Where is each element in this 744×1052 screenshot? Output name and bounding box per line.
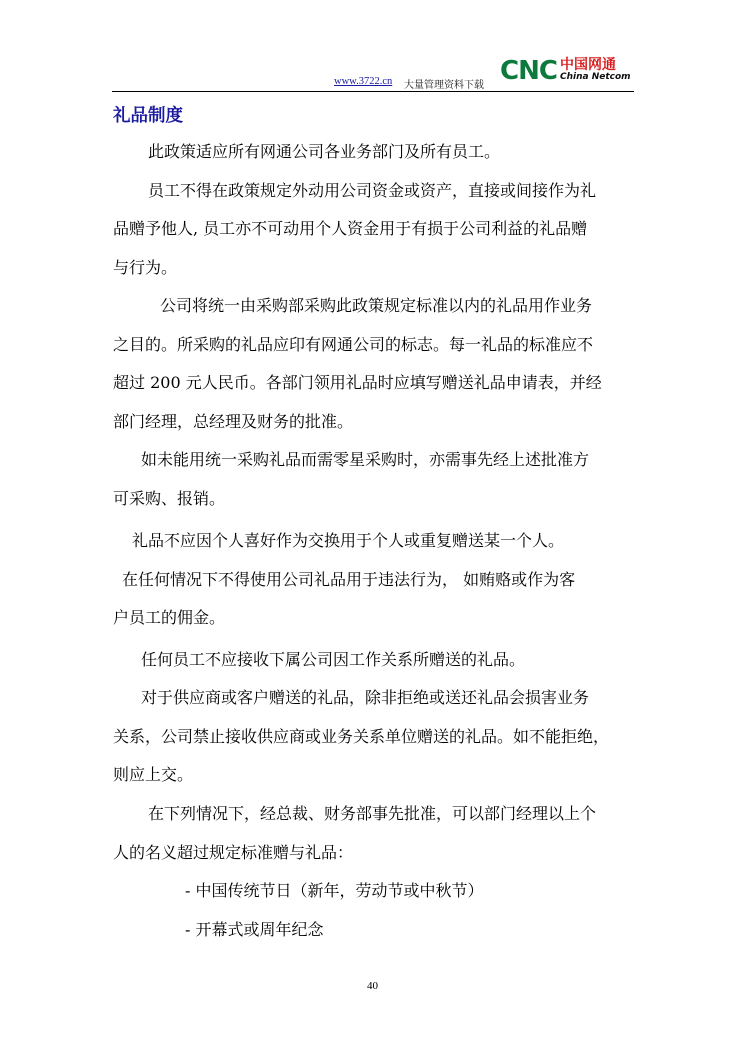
paragraph-line: 在任何情况下不得使用公司礼品用于违法行为， 如贿赂或作为客: [122, 570, 576, 589]
header-divider: [112, 91, 634, 92]
logo-chinese-name: 中国网通: [560, 57, 616, 73]
china-netcom-logo: [500, 52, 635, 92]
paragraph-line: 对于供应商或客户赠送的礼品，除非拒绝或送还礼品会损害业务: [141, 688, 590, 707]
paragraph-line: 在下列情况下，经总裁、财务部事先批准，可以部门经理以上个: [148, 804, 597, 823]
paragraph-line: 与行为。: [113, 258, 178, 277]
paragraph-line: 之目的。所采购的礼品应印有网通公司的标志。每一礼品的标准应不: [113, 335, 594, 354]
paragraph-line: 户员工的佣金。: [113, 608, 226, 627]
paragraph-line: 品赠予他人, 员工亦不可动用个人资金用于有损于公司利益的礼品赠: [113, 219, 588, 238]
paragraph-line: 人的名义超过规定标准赠与礼品：: [113, 843, 354, 862]
paragraph-line: 部门经理，总经理及财务的批准。: [113, 412, 354, 431]
header-link[interactable]: www.3722.cn: [334, 76, 393, 87]
paragraph-line: 则应上交。: [113, 765, 194, 784]
paragraph-line: 如未能用统一采购礼品而需零星采购时，亦需事先经上述批准方: [141, 450, 590, 469]
paragraph-line: 公司将统一由采购部采购此政策规定标准以内的礼品用作业务: [160, 296, 593, 315]
paragraph-line: 此政策适应所有网通公司各业务部门及所有员工。: [148, 142, 501, 161]
logo-mark: CNC: [500, 56, 557, 86]
header-note: 大量管理资料下载: [404, 80, 484, 91]
page-number: 40: [367, 980, 378, 992]
paragraph-line: 员工不得在政策规定外动用公司资金或资产，直接或间接作为礼: [148, 181, 597, 200]
page-title: 礼品制度: [113, 106, 183, 126]
logo-english-name: China Netcom: [560, 72, 631, 82]
paragraph-line: 可采购、报销。: [113, 489, 226, 508]
list-item: - 开幕式或周年纪念: [185, 920, 324, 939]
paragraph-line: 关系，公司禁止接收供应商或业务关系单位赠送的礼品。如不能拒绝，: [113, 727, 610, 746]
paragraph-line: 超过 200 元人民币。各部门领用礼品时应填写赠送礼品申请表，并经: [113, 373, 602, 392]
paragraph-line: 任何员工不应接收下属公司因工作关系所赠送的礼品。: [141, 650, 526, 669]
paragraph-line: 礼品不应因个人喜好作为交换用于个人或重复赠送某一个人。: [132, 531, 565, 550]
list-item: - 中国传统节日（新年，劳动节或中秋节）: [185, 881, 484, 900]
